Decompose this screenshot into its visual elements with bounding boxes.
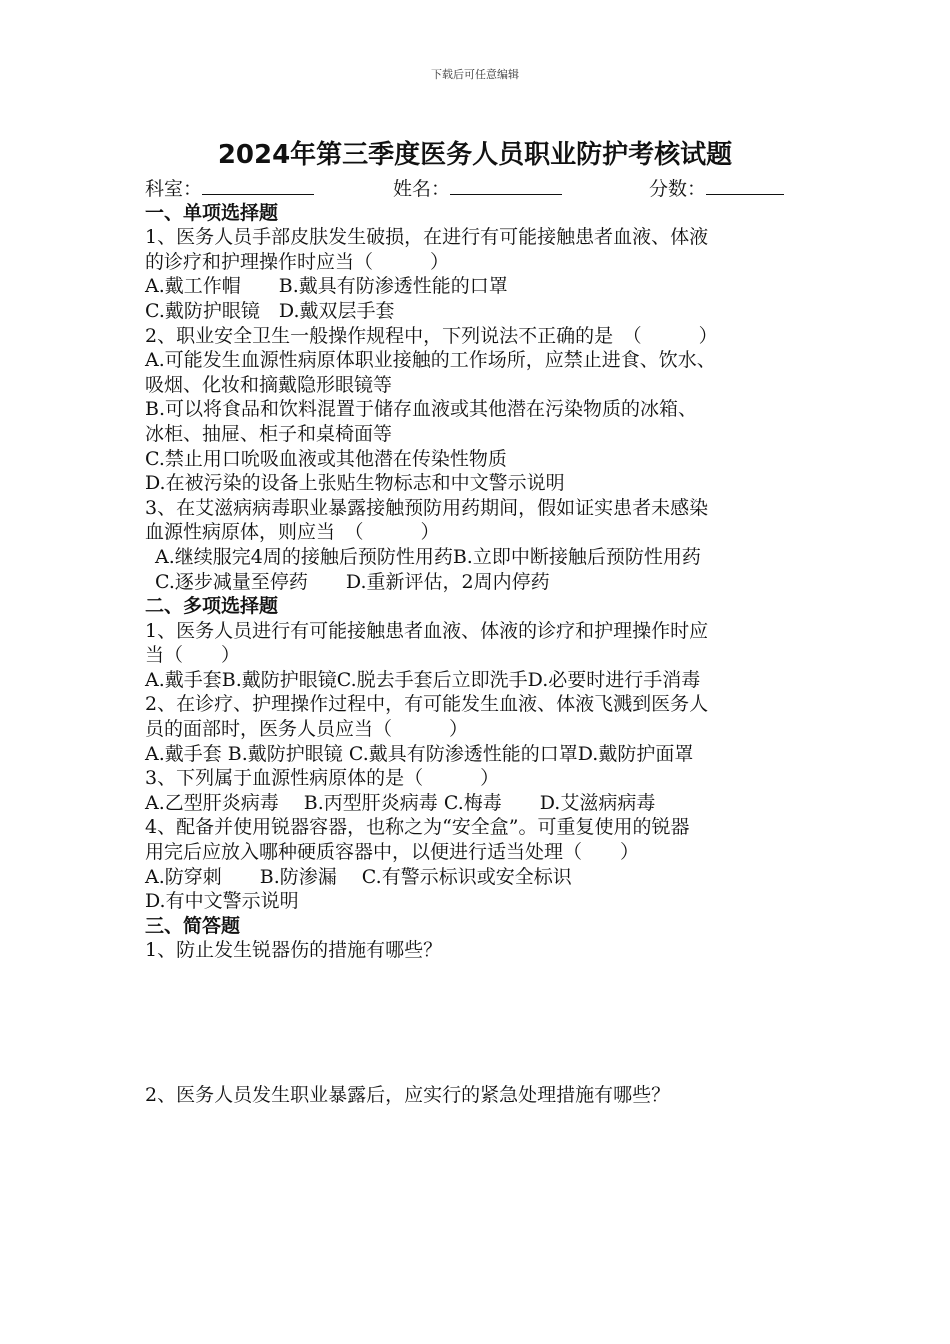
multi-q2-line2: 员的面部时，医务人员应当（ ）	[145, 718, 469, 741]
score-label: 分数：	[649, 178, 707, 200]
single-q2-option-d: D.在被污染的设备上张贴生物标志和中文警示说明	[145, 472, 565, 495]
single-q1-line2: 的诊疗和护理操作时应当（ ）	[145, 250, 450, 273]
multi-q1-line2: 当（ ）	[145, 644, 241, 667]
single-q2-option-c: C.禁止用口吮吸血液或其他潜在传染性物质	[145, 447, 507, 470]
single-q3-options1: A.继续服完4周的接触后预防性用药B.立即中断接触后预防性用药	[155, 545, 701, 568]
multi-q4-options2: D.有中文警示说明	[145, 890, 299, 913]
single-q2-option-b2: 冰柜、抽屉、柜子和桌椅面等	[145, 422, 393, 445]
multi-q4-line1: 4、配备并使用锐器容器，也称之为“安全盒”。可重复使用的锐器	[145, 816, 690, 839]
score-field	[649, 176, 784, 201]
single-q2-option-a1: A.可能发生血源性病原体职业接触的工作场所，应禁止进食、饮水、	[145, 349, 716, 372]
multi-q2-line1: 2、在诊疗、护理操作过程中，有可能发生血液、体液飞溅到医务人	[145, 693, 709, 716]
section-multiple-choice: 二、多项选择题	[145, 595, 279, 618]
single-q3-line2: 血源性病原体，则应当 （ ）	[145, 521, 440, 544]
multi-q1-options: A.戴手套B.戴防护眼镜C.脱去手套后立即洗手D.必要时进行手消毒	[145, 668, 701, 691]
multi-q1-line1: 1、医务人员进行有可能接触患者血液、体液的诊疗和护理操作时应	[145, 619, 709, 642]
multi-q3-line1: 3、下列属于血源性病原体的是（ ）	[145, 767, 500, 790]
short-q1: 1、防止发生锐器伤的措施有哪些？	[145, 939, 443, 962]
single-q1-options2: C.戴防护眼镜 D.戴双层手套	[145, 299, 395, 322]
score-blank[interactable]	[706, 176, 784, 195]
info-row	[145, 176, 825, 201]
single-q1-line1: 1、医务人员手部皮肤发生破损，在进行有可能接触患者血液、体液	[145, 226, 709, 249]
short-q2: 2、医务人员发生职业暴露后，应实行的紧急处理措施有哪些？	[145, 1084, 671, 1106]
exam-content	[145, 176, 825, 1108]
single-q3-options2: C.逐步减量至停药 D.重新评估，2周内停药	[155, 570, 550, 593]
single-q2-line1: 2、职业安全卫生一般操作规程中，下列说法不正确的是 （ ）	[145, 324, 718, 347]
header-note: 下载后可任意编辑	[431, 68, 519, 81]
single-q3-line1: 3、在艾滋病病毒职业暴露接触预防用药期间，假如证实患者未感染	[145, 496, 709, 519]
multi-q4-options1: A.防穿刺 B.防渗漏 C.有警示标识或安全标识	[145, 865, 572, 888]
multi-q2-options: A.戴手套 B.戴防护眼镜 C.戴具有防渗透性能的口罩D.戴防护面罩	[145, 742, 694, 765]
single-q2-option-b1: B.可以将食品和饮料混置于储存血液或其他潜在污染物质的冰箱、	[145, 398, 698, 421]
multi-q4-line2: 用完后应放入哪种硬质容器中，以便进行适当处理（ ）	[145, 841, 640, 864]
section-short-answer: 三、简答题	[145, 914, 241, 937]
single-q1-options1: A.戴工作帽 B.戴具有防渗透性能的口罩	[145, 275, 508, 298]
single-q2-option-a2: 吸烟、化妆和摘戴隐形眼镜等	[145, 373, 393, 396]
name-field	[393, 176, 649, 201]
answer-space-q1[interactable]	[145, 963, 825, 1083]
dept-field	[145, 176, 393, 201]
name-blank[interactable]	[450, 176, 562, 195]
page-title: 2024年第三季度医务人员职业防护考核试题	[217, 140, 733, 170]
multi-q3-options: A.乙型肝炎病毒 B.丙型肝炎病毒 C.梅毒 D.艾滋病病毒	[145, 791, 656, 814]
dept-blank[interactable]	[202, 176, 314, 195]
name-label: 姓名：	[393, 178, 451, 200]
dept-label: 科室：	[145, 178, 203, 200]
section-single-choice: 一、单项选择题	[145, 201, 279, 224]
